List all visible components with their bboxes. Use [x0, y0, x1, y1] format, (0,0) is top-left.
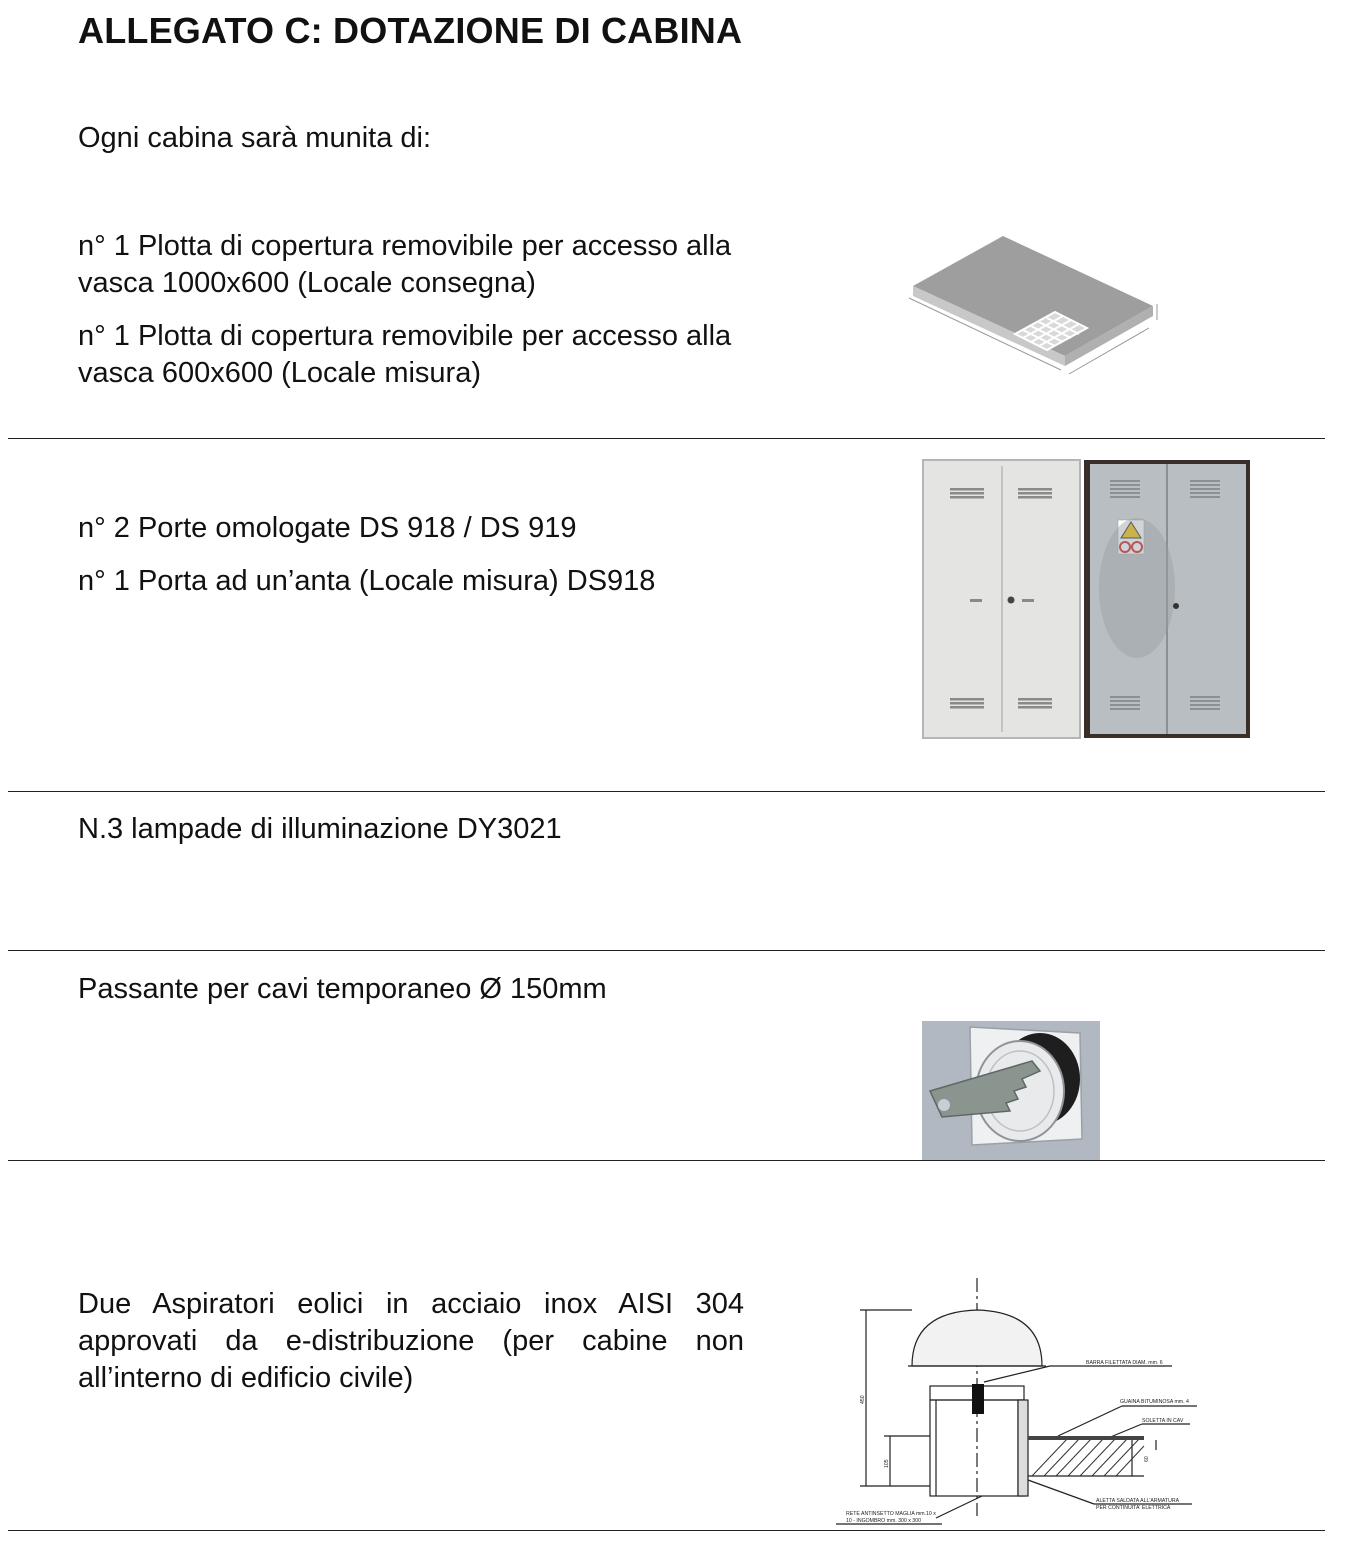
section-divider: [8, 438, 1325, 439]
cable-gland-image: [922, 1021, 1100, 1161]
section-divider: [8, 791, 1325, 792]
label-soletta: SOLETTA IN CAV: [1142, 1418, 1184, 1424]
item-door-single-leaf: n° 1 Porta ad un’anta (Locale misura) DS918: [78, 565, 656, 597]
page-title: ALLEGATO C: DOTAZIONE DI CABINA: [78, 10, 743, 51]
dim-450: 450: [860, 1395, 866, 1404]
item-wind-aspirators: Due Aspiratori eolici in acciaio inox AISI 304 approvati da e-distribuzione (per cabine non all’interno di edificio civile): [78, 1288, 744, 1394]
item-lamps: N.3 lampade di illuminazione DY3021: [78, 813, 562, 845]
dim-60: 60: [1144, 1456, 1150, 1462]
label-rete-1: RETE ANTINSETTO MAGLIA mm.10 x: [846, 1511, 936, 1517]
label-rete-2: 10 - INGOMBRO mm. 300 x 300: [846, 1518, 921, 1524]
section-divider: [8, 1530, 1325, 1531]
label-aletta-2: PER CONTINUITA' ELETTRICA: [1096, 1505, 1171, 1511]
section-divider: [8, 1160, 1325, 1161]
item-cover-slab-1000: n° 1 Plotta di copertura removibile per accesso alla vasca 1000x600 (Locale consegna): [78, 230, 732, 299]
item-doors-ds918-ds919: n° 2 Porte omologate DS 918 / DS 919: [78, 512, 577, 544]
label-barra: BARRA FILETTATA DIAM. mm. 6: [1086, 1360, 1163, 1366]
item-cover-slab-600: n° 1 Plotta di copertura removibile per accesso alla vasca 600x600 (Locale misura): [78, 320, 732, 389]
label-aletta-1: ALETTA SALDATA ALL'ARMATURA: [1096, 1498, 1180, 1504]
item-cable-gland: Passante per cavi temporaneo Ø 150mm: [78, 973, 607, 1005]
intro-text: Ogni cabina sarà munita di:: [78, 122, 432, 154]
section-divider: [8, 950, 1325, 951]
dim-105: 105: [884, 1459, 890, 1468]
label-guaina: GUAINA BITUMINOSA mm. 4: [1120, 1399, 1189, 1405]
cover-slab-image: [905, 228, 1165, 388]
doors-image: [922, 458, 1252, 740]
wind-aspirator-drawing: [832, 1276, 1212, 1534]
